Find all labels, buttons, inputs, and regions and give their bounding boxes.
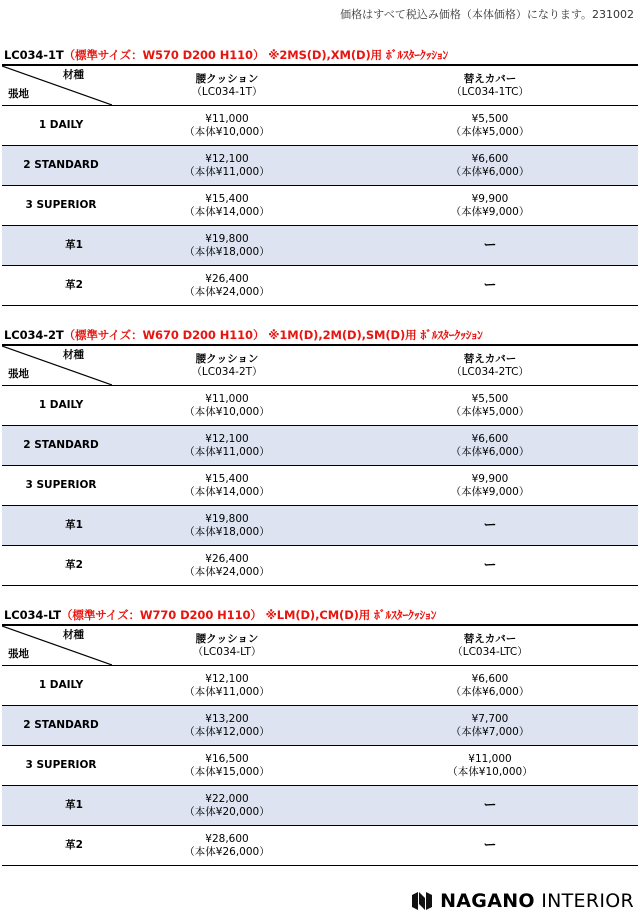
- diagonal-header-cell: [2, 625, 112, 666]
- price-table: [2, 344, 638, 586]
- table-row: [2, 706, 638, 746]
- not-available-dash: ー: [483, 517, 497, 533]
- table-row: [2, 666, 638, 706]
- table-row: [2, 266, 638, 306]
- price-table: [2, 624, 638, 866]
- table-header-row: [2, 625, 638, 666]
- col-header-cover: [342, 345, 638, 386]
- col-title: 替えカバー: [463, 352, 517, 365]
- cushion-price-cell: [112, 826, 342, 866]
- grade-cell: [2, 786, 112, 826]
- cover-price-cell: [342, 506, 638, 546]
- material-label: 材種: [63, 629, 84, 641]
- cushion-price-cell: [112, 426, 342, 466]
- table-header-row: [2, 345, 638, 386]
- table-row: [2, 146, 638, 186]
- price-excl-tax: （本体¥10,000）: [184, 405, 270, 418]
- grade-label: 2 STANDARD: [23, 719, 99, 731]
- model-spec: （標準サイズ：W770 D200 H110） ※LM(D),CM(D)用 ﾎﾞﾙｽﾀｰｸｯｼｮﾝ: [61, 608, 437, 622]
- cushion-price-cell: [112, 706, 342, 746]
- table-row: [2, 466, 638, 506]
- price-incl-tax: ¥5,500: [471, 392, 509, 405]
- price-excl-tax: （本体¥20,000）: [184, 805, 270, 818]
- grade-label: 革2: [65, 839, 83, 851]
- cover-price-cell: [342, 146, 638, 186]
- col-header-cushion: [112, 345, 342, 386]
- model-code: LC034-1T: [4, 48, 64, 62]
- price-excl-tax: （本体¥15,000）: [184, 765, 270, 778]
- price-incl-tax: ¥9,900: [471, 192, 509, 205]
- cushion-price-cell: [112, 666, 342, 706]
- upholstery-label: 張地: [8, 368, 29, 380]
- grade-cell: [2, 506, 112, 546]
- price-incl-tax: ¥7,700: [471, 712, 509, 725]
- grade-label: 1 DAILY: [38, 679, 84, 691]
- price-incl-tax: ¥19,800: [205, 232, 249, 245]
- col-title: 腰クッション: [195, 352, 259, 365]
- model-spec: （標準サイズ：W570 D200 H110） ※2MS(D),XM(D)用 ﾎﾞﾙｽﾀｰｸｯｼｮﾝ: [63, 48, 449, 62]
- price-incl-tax: ¥15,400: [205, 472, 249, 485]
- price-incl-tax: ¥9,900: [471, 472, 509, 485]
- cushion-price-cell: [112, 146, 342, 186]
- cushion-price-cell: [112, 466, 342, 506]
- grade-label: 3 SUPERIOR: [25, 479, 97, 491]
- grade-cell: [2, 666, 112, 706]
- price-excl-tax: （本体¥12,000）: [184, 725, 270, 738]
- grade-cell: [2, 146, 112, 186]
- grade-label: 3 SUPERIOR: [25, 759, 97, 771]
- section-title: [4, 47, 448, 63]
- cover-price-cell: [342, 106, 638, 146]
- not-available-dash: ー: [483, 837, 497, 853]
- price-excl-tax: （本体¥11,000）: [184, 685, 270, 698]
- grade-cell: [2, 826, 112, 866]
- col-code: （LC034-2TC）: [451, 365, 529, 378]
- grade-label: 革1: [65, 799, 83, 811]
- grade-cell: [2, 386, 112, 426]
- cover-price-cell: [342, 666, 638, 706]
- grade-cell: [2, 226, 112, 266]
- price-incl-tax: ¥12,100: [205, 672, 249, 685]
- brand-wordmark: [440, 890, 634, 912]
- cushion-price-cell: [112, 226, 342, 266]
- price-excl-tax: （本体¥6,000）: [450, 445, 530, 458]
- cover-price-cell: [342, 386, 638, 426]
- price-excl-tax: （本体¥24,000）: [184, 285, 270, 298]
- grade-label: 1 DAILY: [38, 119, 84, 131]
- price-incl-tax: ¥6,600: [471, 152, 509, 165]
- price-excl-tax: （本体¥10,000）: [447, 765, 533, 778]
- cushion-price-cell: [112, 506, 342, 546]
- table-header-row: [2, 65, 638, 106]
- grade-cell: [2, 746, 112, 786]
- cushion-price-cell: [112, 266, 342, 306]
- cover-price-cell: [342, 826, 638, 866]
- price-excl-tax: （本体¥24,000）: [184, 565, 270, 578]
- cushion-price-cell: [112, 546, 342, 586]
- price-excl-tax: （本体¥11,000）: [184, 445, 270, 458]
- model-code: LC034-LT: [4, 608, 62, 622]
- col-title: 腰クッション: [195, 72, 259, 85]
- cushion-price-cell: [112, 186, 342, 226]
- col-code: （LC034-LTC）: [452, 645, 528, 658]
- price-excl-tax: （本体¥5,000）: [450, 125, 530, 138]
- price-excl-tax: （本体¥6,000）: [450, 685, 530, 698]
- cover-price-cell: [342, 266, 638, 306]
- price-excl-tax: （本体¥10,000）: [184, 125, 270, 138]
- price-incl-tax: ¥26,400: [205, 552, 249, 565]
- col-title: 替えカバー: [463, 632, 517, 645]
- grade-cell: [2, 266, 112, 306]
- table-row: [2, 106, 638, 146]
- price-incl-tax: ¥19,800: [205, 512, 249, 525]
- table-row: [2, 386, 638, 426]
- brand-name-light: INTERIOR: [541, 890, 634, 912]
- price-excl-tax: （本体¥18,000）: [184, 525, 270, 538]
- material-label: 材種: [63, 69, 84, 81]
- grade-cell: [2, 426, 112, 466]
- diagonal-header-cell: [2, 345, 112, 386]
- grade-label: 革2: [65, 559, 83, 571]
- price-excl-tax: （本体¥11,000）: [184, 165, 270, 178]
- grade-cell: [2, 466, 112, 506]
- grade-cell: [2, 106, 112, 146]
- grade-cell: [2, 546, 112, 586]
- grade-label: 革1: [65, 239, 83, 251]
- col-code: （LC034-1T）: [191, 85, 263, 98]
- table-row: [2, 746, 638, 786]
- col-header-cover: [342, 625, 638, 666]
- cover-price-cell: [342, 706, 638, 746]
- table-row: [2, 826, 638, 866]
- price-excl-tax: （本体¥5,000）: [450, 405, 530, 418]
- cover-price-cell: [342, 226, 638, 266]
- price-incl-tax: ¥26,400: [205, 272, 249, 285]
- table-row: [2, 186, 638, 226]
- price-excl-tax: （本体¥26,000）: [184, 845, 270, 858]
- price-excl-tax: （本体¥18,000）: [184, 245, 270, 258]
- upholstery-label: 張地: [8, 88, 29, 100]
- price-excl-tax: （本体¥14,000）: [184, 485, 270, 498]
- cover-price-cell: [342, 426, 638, 466]
- table-row: [2, 546, 638, 586]
- price-incl-tax: ¥5,500: [471, 112, 509, 125]
- table-row: [2, 226, 638, 266]
- price-incl-tax: ¥11,000: [468, 752, 512, 765]
- price-excl-tax: （本体¥7,000）: [450, 725, 530, 738]
- price-excl-tax: （本体¥9,000）: [450, 485, 530, 498]
- upholstery-label: 張地: [8, 648, 29, 660]
- model-spec: （標準サイズ：W670 D200 H110） ※1M(D),2M(D),SM(D)用 ﾎﾞﾙｽﾀｰｸｯｼｮﾝ: [63, 328, 483, 342]
- col-code: （LC034-LT）: [192, 645, 262, 658]
- price-excl-tax: （本体¥6,000）: [450, 165, 530, 178]
- table-row: [2, 506, 638, 546]
- price-incl-tax: ¥11,000: [205, 112, 249, 125]
- col-title: 腰クッション: [195, 632, 259, 645]
- price-incl-tax: ¥11,000: [205, 392, 249, 405]
- price-excl-tax: （本体¥14,000）: [184, 205, 270, 218]
- section-title: [4, 607, 436, 623]
- price-table: [2, 64, 638, 306]
- cushion-price-cell: [112, 386, 342, 426]
- cushion-price-cell: [112, 106, 342, 146]
- not-available-dash: ー: [483, 797, 497, 813]
- grade-label: 革1: [65, 519, 83, 531]
- cover-price-cell: [342, 786, 638, 826]
- diagonal-header-cell: [2, 65, 112, 106]
- price-incl-tax: ¥16,500: [205, 752, 249, 765]
- price-excl-tax: （本体¥9,000）: [450, 205, 530, 218]
- grade-label: 1 DAILY: [38, 399, 84, 411]
- brand-name-bold: NAGANO: [440, 890, 535, 912]
- nagano-logo-mark-icon: [410, 889, 434, 913]
- col-header-cover: [342, 65, 638, 106]
- price-incl-tax: ¥12,100: [205, 152, 249, 165]
- col-title: 替えカバー: [463, 72, 517, 85]
- cushion-price-cell: [112, 746, 342, 786]
- model-code: LC034-2T: [4, 328, 64, 342]
- col-header-cushion: [112, 65, 342, 106]
- grade-cell: [2, 186, 112, 226]
- not-available-dash: ー: [483, 277, 497, 293]
- table-row: [2, 786, 638, 826]
- cover-price-cell: [342, 746, 638, 786]
- cover-price-cell: [342, 546, 638, 586]
- not-available-dash: ー: [483, 237, 497, 253]
- price-note: 価格はすべて税込み価格（本体価格）になります。231002: [340, 8, 634, 21]
- grade-label: 2 STANDARD: [23, 439, 99, 451]
- col-code: （LC034-1TC）: [451, 85, 529, 98]
- cover-price-cell: [342, 186, 638, 226]
- price-incl-tax: ¥13,200: [205, 712, 249, 725]
- grade-label: 革2: [65, 279, 83, 291]
- col-code: （LC034-2T）: [191, 365, 263, 378]
- price-incl-tax: ¥22,000: [205, 792, 249, 805]
- brand-logo: [410, 888, 634, 914]
- price-incl-tax: ¥12,100: [205, 432, 249, 445]
- table-row: [2, 426, 638, 466]
- grade-label: 3 SUPERIOR: [25, 199, 97, 211]
- grade-label: 2 STANDARD: [23, 159, 99, 171]
- cover-price-cell: [342, 466, 638, 506]
- grade-cell: [2, 706, 112, 746]
- not-available-dash: ー: [483, 557, 497, 573]
- col-header-cushion: [112, 625, 342, 666]
- price-incl-tax: ¥28,600: [205, 832, 249, 845]
- price-incl-tax: ¥6,600: [471, 672, 509, 685]
- section-title: [4, 327, 483, 343]
- price-incl-tax: ¥6,600: [471, 432, 509, 445]
- price-incl-tax: ¥15,400: [205, 192, 249, 205]
- material-label: 材種: [63, 349, 84, 361]
- cushion-price-cell: [112, 786, 342, 826]
